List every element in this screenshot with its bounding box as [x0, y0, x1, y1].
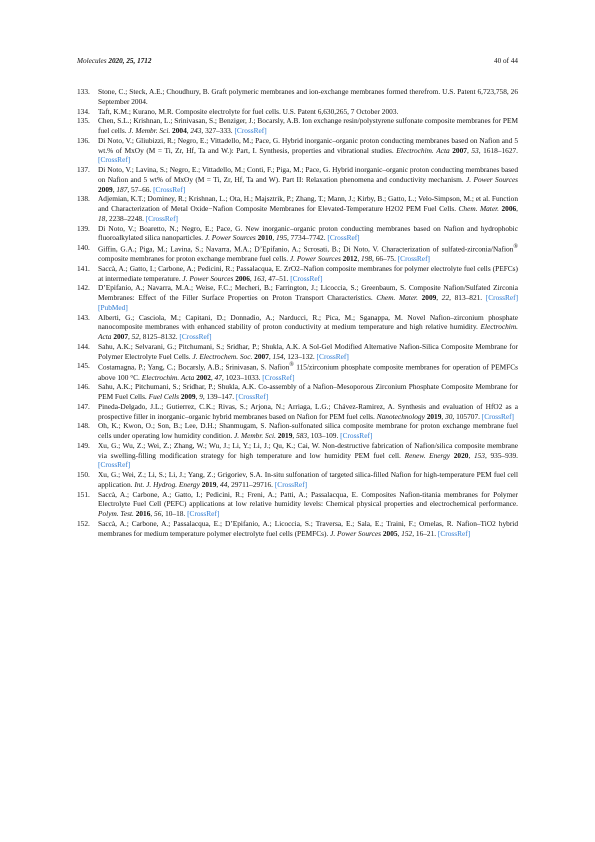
reference-text: , — [216, 479, 221, 489]
reference-italic-text: Polym. Test. — [98, 509, 134, 519]
reference-text: , — [112, 184, 117, 194]
reference-text: Pineda-Delgado, J.L.; Gutierrez, C.K.; Rivas, S.; Arjona, N.; Arriaga, L.G.; Chávez-Ramirez, A. Synthesis and evaluation of HfO2 as a prospective filler in inorganic–organic hybrid membranes based on Nafion for PEM fuel cells. — [98, 401, 518, 421]
reference-text: D’Epifanio, A.; Navarra, M.A.; Weise, F.C.; Mecheri, B.; Farrington, J.; Licoccia, S.; Greenbaum, S. Composite Nafion/Sulfated Zirconia Membranes: Effect of the Filler Surface Properties on Proton Transport Characteristics. — [98, 283, 518, 303]
reference-item — [77, 519, 518, 539]
crossref-link[interactable]: [CrossRef] — [235, 392, 269, 402]
reference-item — [77, 243, 518, 264]
reference-italic-text: Electrochim. Acta — [396, 145, 450, 155]
reference-item — [77, 342, 518, 362]
reference-year: 2006 — [501, 204, 517, 213]
reference-text: , 7734–7742. — [287, 233, 328, 243]
journal-citation — [77, 57, 151, 65]
reference-italic-text: Electrochim. Acta — [141, 372, 195, 382]
reference-text: , — [357, 254, 362, 264]
reference-year: 2007 — [113, 332, 128, 342]
reference-text: Adjemian, K.T.; Dominey, R.; Krishnan, L.; Ota, H.; Majsztrik, P.; Zhang, T.; Mann, J.; Kirby, B.; Gatto, L.; Velo-Simpson, M.; et al. Function and Characterization of Metal Oxide−Nafion Composite Membranes for Elevated-Temperature H2O2 PEM Fuel Cells. — [98, 194, 518, 213]
reference-year: 2002 — [196, 372, 211, 382]
reference-text: Saccà, A.; Carbone, A.; Gatto, I.; Pedicini, R.; Freni, A.; Patti, A.; Passalacqua, E. Composites Nafion-titania membranes for Polymer Electrolyte Fuel Cell (PEFC) applications at low relative humidity levels: Chemical physical properties and electrochemical performance. — [98, 489, 518, 509]
reference-italic-text: 198 — [361, 254, 373, 264]
reference-text: , 139–147. — [202, 392, 236, 402]
reference-number: 143. — [77, 312, 90, 322]
reference-text: Alberti, G.; Casciola, M.; Capitani, D.; Donnadio, A.; Narducci, R.; Pica, M.; Sganappa, M. Novel Nafion–zirconium phosphate nanocomposite membranes with enhanced stability of proton conductivity at medium temperature and high relative humidity. — [98, 312, 518, 332]
reference-number: 137. — [77, 165, 90, 174]
crossref-link[interactable]: [CrossRef] — [98, 460, 131, 470]
reference-italic-text: 22 — [441, 293, 450, 303]
reference-number: 142. — [77, 283, 90, 293]
crossref-link[interactable]: [CrossRef] — [485, 293, 519, 303]
reference-year: 2012 — [342, 254, 358, 264]
reference-number: 140. — [77, 243, 90, 252]
crossref-link[interactable]: [CrossRef] — [145, 213, 178, 223]
reference-year: 2009 — [180, 392, 196, 402]
reference-item — [77, 224, 518, 244]
reference-text: , 10–18. — [161, 509, 188, 519]
reference-text: , 47–51. — [264, 273, 291, 283]
reference-italic-text: J. Power Sources — [204, 233, 256, 243]
reference-italic-text: Chem. Mater. — [458, 204, 499, 213]
reference-number: 136. — [77, 135, 90, 145]
reference-text: , 29711–29716. — [227, 479, 275, 489]
reference-number: 138. — [77, 194, 90, 204]
reference-text: Xu, G.; Wei, Z.; Li, S.; Li, J.; Yang, Z.; Grigoriev, S.A. In-situ sulfonation of targeted silica-filled Nafion for high-temperature PEM fuel cell application. — [98, 470, 518, 489]
reference-item — [77, 470, 518, 490]
reference-text: , — [436, 293, 442, 303]
reference-text: Xu, G.; Wu, Z.; Wei, Z.; Zhang, W.; Wu, J.; Li, Y.; Li, J.; Qu, K.; Cai, W. Non-destructive fabrication of Nafion/silica composite membrane via swelling-filling modification strategy for high temperature and low humidity PEM fuel cell. — [98, 440, 518, 460]
reference-text: , 2238–2248. — [105, 213, 146, 223]
reference-text: , 813–821. — [449, 293, 486, 303]
reference-italic-text: 47 — [214, 372, 222, 382]
reference-year: 2004 — [172, 126, 187, 135]
reference-text: , 103–109. — [307, 431, 341, 441]
reference-italic-text: 9 — [199, 392, 203, 402]
reference-item — [77, 136, 518, 165]
registered-mark: ® — [513, 244, 518, 250]
reference-text: , — [268, 351, 273, 361]
reference-year: 2019 — [277, 431, 293, 441]
reference-year: 2005 — [382, 528, 398, 538]
crossref-link[interactable]: [CrossRef] — [179, 332, 212, 342]
reference-item — [77, 361, 518, 382]
reference-text: Sahu, A.K.; Selvarani, G.; Pitchumani, S.; Sridhar, P.; Shukla, A.K. A Sol-Gel Modified Alternative Nafion-Silica Composite Membrane for Polymer Electrolyte Fuel Cells. — [98, 341, 518, 361]
reference-item — [77, 421, 518, 441]
reference-item — [77, 490, 518, 519]
reference-italic-text: 187 — [116, 184, 128, 194]
reference-number: 150. — [77, 470, 90, 480]
reference-italic-text: 243 — [190, 126, 202, 135]
crossref-link[interactable]: [CrossRef] — [262, 372, 295, 382]
reference-text: , 8125–8132. — [139, 332, 180, 342]
reference-year: 2006 — [235, 273, 250, 283]
reference-italic-text: J. Power Sources — [289, 254, 341, 264]
reference-text: , 1023–1033. — [221, 372, 263, 382]
reference-year: 2009 — [98, 184, 113, 194]
reference-year: 2007 — [452, 145, 467, 155]
reference-text: , 66–75. — [372, 254, 398, 264]
reference-italic-text: J. Power Sources — [182, 273, 234, 283]
reference-text: , — [249, 273, 254, 283]
reference-number: 133. — [77, 87, 90, 96]
reference-text: , — [441, 411, 446, 421]
reference-italic-text: 153 — [473, 450, 485, 460]
reference-item — [77, 264, 518, 284]
reference-text: , — [210, 372, 215, 382]
reference-text: Di Noto, V.; Lavina, S.; Negro, E.; Vittadello, M.; Conti, F.; Piga, M.; Pace, G. Hybrid inorganic–organic proton conducting membranes based on Nafion and 5 wt% of MxOy (M = Ti, Zr, Hf, Ta and W). Part II: Relaxation phenomena and conductivity mechanism. — [98, 165, 518, 184]
reference-text: , — [195, 392, 200, 402]
reference-text: Oh, K.; Kwon, O.; Son, B.; Lee, D.H.; Shanmugam, S. Nafion-sulfonated silica composite membrane for proton exchange membrane fuel cells under operating low humidity condition. — [98, 421, 518, 441]
reference-year: 2007 — [254, 351, 269, 361]
reference-italic-text: Fuel Cells — [148, 392, 179, 402]
reference-text: Saccà, A.; Gatto, I.; Carbone, A.; Pedicini, R.; Passalacqua, E. ZrO2–Nafion composite membranes for polymer electrolyte fuel cells (PEFCs) at intermediate temperature. — [98, 263, 518, 283]
reference-text: composite membranes for proton exchange membrane fuel cells. — [98, 254, 290, 264]
reference-italic-text: J. Electrochem. Soc. — [192, 351, 253, 361]
reference-italic-text: Nanotechnology — [376, 411, 425, 421]
reference-text: Stone, C.; Steck, A.E.; Choudhury, B. Graft polymeric membranes and ion-exchange membranes formed therefrom. U.S. Patent 6,723,758, 26 September 2004. — [98, 87, 518, 106]
crossref-link[interactable]: [CrossRef] — [274, 479, 308, 489]
reference-italic-text: 18 — [98, 213, 106, 223]
crossref-link[interactable]: [CrossRef] — [153, 184, 186, 194]
reference-text: , — [516, 204, 518, 213]
reference-text: , — [292, 431, 297, 441]
reference-italic-text: Chem. Mater. — [376, 293, 418, 303]
reference-number: 139. — [77, 223, 90, 233]
crossref-link[interactable]: [CrossRef] — [437, 528, 471, 538]
crossref-link[interactable]: [CrossRef] — [187, 509, 220, 519]
reference-number: 148. — [77, 421, 90, 431]
reference-number: 141. — [77, 263, 90, 273]
reference-text: Taft, K.M.; Kurano, M.R. Composite electrolyte for fuel cells. U.S. Patent 6,630,265, 7 October 2003. — [98, 106, 399, 116]
reference-number: 144. — [77, 341, 90, 351]
reference-year: 2019 — [426, 411, 442, 421]
reference-item — [77, 382, 518, 402]
reference-text: , 935–939. — [484, 450, 519, 460]
reference-year: 2019 — [201, 479, 217, 489]
reference-text: Giffin, G.A.; Piga, M.; Lavina, S.; Navarra, M.A.; D’Epifanio, A.; Scrosati, B.; Di Noto, V. Characterization of sulfated-zirconia/Nafion — [98, 244, 514, 254]
reference-text: Sahu, A.K.; Pitchumani, S.; Sridhar, P.; Shukla, A.K. Co-assembly of a Nafion–Mesoporous Zirconium Phosphate Composite Membrane for PEM Fuel Cells. — [98, 382, 518, 402]
crossref-link[interactable]: [CrossRef] — [327, 233, 360, 243]
reference-year: 2020 — [453, 450, 469, 460]
journal-name: Molecules — [77, 57, 107, 65]
reference-text: , 327–333. — [201, 126, 235, 135]
reference-text: Costamagna, P.; Yang, C.; Bocarsly, A.B.; Srinivasan, S. Nafion — [98, 362, 290, 372]
reference-italic-text: J. Power Sources — [330, 528, 381, 538]
pubmed-link[interactable]: [PubMed] — [98, 302, 128, 312]
reference-item — [77, 116, 518, 136]
journal-year-volume: 2020, 25, 1712 — [108, 57, 152, 65]
reference-number: 135. — [77, 116, 90, 126]
reference-italic-text: 152 — [401, 528, 413, 538]
page-header — [77, 57, 518, 69]
reference-italic-text: Electrochim. Acta — [98, 322, 518, 342]
reference-item — [77, 283, 518, 312]
registered-mark: ® — [289, 362, 294, 369]
reference-text: , — [150, 509, 155, 519]
reference-text: , — [466, 145, 472, 155]
reference-list — [77, 87, 518, 538]
reference-italic-text: Renew. Energy — [404, 450, 451, 460]
crossref-link[interactable]: [CrossRef] — [98, 155, 131, 165]
reference-text: Chen, S.L.; Krishnan, L.; Srinivasan, S.; Benziger, J.; Bocarsly, A.B. Ion exchange resin/polystyrene sulfonate composite membranes for PEM fuel cells. — [98, 116, 518, 135]
reference-italic-text: Int. J. Hydrog. Energy — [134, 479, 200, 489]
reference-item — [77, 313, 518, 342]
reference-italic-text: J. Membr. Sci. — [128, 126, 171, 135]
reference-italic-text: 583 — [296, 431, 308, 441]
reference-text: , 123–132. — [283, 351, 317, 361]
reference-text: , — [272, 233, 276, 243]
reference-text: , 1618–1627. — [478, 145, 519, 155]
reference-italic-text: 154 — [272, 351, 284, 361]
reference-item — [77, 402, 518, 422]
reference-item — [77, 107, 518, 117]
reference-number: 149. — [77, 440, 90, 450]
reference-text: , — [128, 332, 132, 342]
reference-italic-text: 53 — [471, 145, 479, 155]
reference-item — [77, 194, 518, 223]
crossref-link[interactable]: [CrossRef] — [316, 351, 349, 361]
reference-year: 2010 — [257, 233, 273, 243]
reference-text: , 16–21. — [412, 528, 438, 538]
reference-italic-text: 163 — [253, 273, 265, 283]
reference-italic-text: J. Membr. Sci. — [234, 431, 276, 441]
page-number: 40 of 44 — [494, 57, 518, 65]
reference-item — [77, 87, 518, 107]
reference-italic-text: 56 — [154, 509, 162, 519]
reference-text: , 57–66. — [127, 184, 154, 194]
reference-italic-text: J. Power Sources — [466, 174, 518, 184]
crossref-link[interactable]: [CrossRef] — [234, 126, 267, 135]
reference-italic-text: 52 — [131, 332, 140, 342]
reference-number: 151. — [77, 489, 90, 499]
crossref-link[interactable]: [CrossRef] — [481, 411, 515, 421]
reference-italic-text: 195 — [275, 233, 287, 243]
reference-italic-text: 44 — [220, 479, 228, 489]
reference-text: , — [186, 126, 191, 135]
crossref-link[interactable]: [CrossRef] — [397, 254, 430, 264]
reference-text: 115/zirconium phosphate composite membranes for operation of PEMFCs above 100 °C. — [98, 362, 518, 382]
reference-text: Saccà, A.; Carbone, A.; Passalacqua, E.; D’Epifanio, A.; Licoccia, S.; Traversa, E.; Sala, E.; Traini, F.; Ornelas, R. Nafion–TiO2 hybrid membranes for medium temperature polymer electrolyte fuel cells (PEMFCs). — [98, 518, 518, 538]
reference-item — [77, 165, 518, 194]
reference-number: 146. — [77, 382, 90, 392]
reference-text: Di Noto, V.; Boaretto, N.; Negro, E.; Pace, G. New inorganic–organic proton conducting membranes based on Nafion and hydrophobic fluoroalkylated silica nanoparticles. — [98, 223, 518, 243]
reference-number: 145. — [77, 361, 90, 371]
reference-item — [77, 441, 518, 470]
reference-number: 147. — [77, 401, 90, 411]
reference-italic-text: 30 — [445, 411, 453, 421]
crossref-link[interactable]: [CrossRef] — [340, 431, 373, 441]
reference-text: , — [468, 450, 474, 460]
reference-text: , 105707. — [452, 411, 482, 421]
reference-number: 134. — [77, 106, 90, 116]
reference-year: 2009 — [421, 293, 437, 303]
reference-number: 152. — [77, 518, 90, 528]
reference-text: Di Noto, V.; Gliubizzi, R.; Negro, E.; Vittadello, M.; Pace, G. Hybrid inorganic–organic proton conducting membranes based on Nafion and 5 wt.% of MxOy (M = Ti, Zr, Hf, Ta and W.): Part, I. Synthesis, properties and vibrational studies. — [98, 135, 518, 155]
crossref-link[interactable]: [CrossRef] — [290, 273, 323, 283]
reference-text: , — [397, 528, 402, 538]
reference-year: 2016 — [135, 509, 151, 519]
